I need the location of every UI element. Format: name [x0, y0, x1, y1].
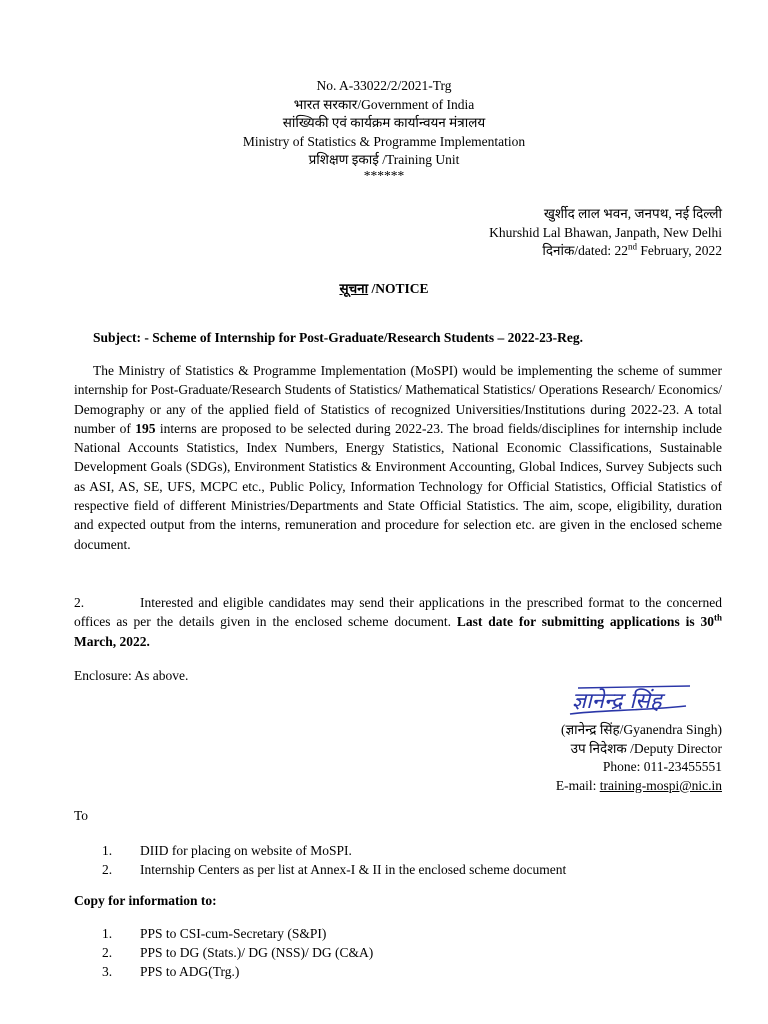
signatory-email-line: E-mail: training-mospi@nic.in [555, 777, 722, 793]
copy-label: Copy for information to: [74, 893, 217, 908]
address-block [489, 205, 722, 261]
subject-line: Subject: - Scheme of Internship for Post-Graduate/Research Students – 2022-23-Reg. [93, 330, 583, 345]
ministry-name-hindi: सांख्यिकी एवं कार्यक्रम कार्यान्वयन मंत्रालय [282, 115, 486, 130]
notice-title-english: /NOTICE [368, 281, 429, 296]
address-hindi: खुर्शीद लाल भवन, जनपथ, नई दिल्ली [543, 206, 722, 221]
letter-date: दिनांक/dated: 22nd February, 2022 [542, 241, 722, 258]
email-link[interactable]: training-mospi@nic.in [599, 777, 722, 793]
svg-text:ज्ञानेन्द्र सिंह: ज्ञानेन्द्र सिंह [572, 689, 662, 714]
list-item: 2. Internship Centers as per list at Annex-I & II in the enclosed scheme document [102, 862, 567, 877]
paragraph-1: The Ministry of Statistics & Programme Implementation (MoSPI) would be implementing the scheme of summer internship for Post-Graduate/Research Students of Statistics/ Mathematical Statistics/ Operations Research/ Economics/ Demography or any of the applied field of Statistics of recognized Universities/Institutions during 2022-23. A total number of 195 interns are proposed to be selected during 2022-23. The broad fields/disciplines for internship include National Accounts Statistics, Index Numbers, Energy Statistics, National Economic Classifications, Sustainable Development Goals (SDGs), Environment Statistics & Environment Accounting, Global Indices, Survey Subjects such as ASI, AS, SE, UFS, MCPC etc., Public Policy, Information Technology for Official Statistics, Official Statistics of respective field of different Ministries/Departments and State Official Statistics. The aim, scope, eligibility, duration and expected output from the interns, remuneration and procedure for selection etc. are given in the enclosed scheme document. [74, 363, 722, 552]
signatory-phone: Phone: 011-23455551 [602, 759, 722, 774]
government-name: भारत सरकार/Government of India [293, 96, 475, 112]
notice-title [0, 279, 768, 297]
enclosure-line: Enclosure: As above. [74, 668, 189, 683]
list-item: 1. PPS to CSI-cum-Secretary (S&PI) [102, 926, 327, 941]
list-item: 1. DIID for placing on website of MoSPI. [102, 843, 352, 858]
list-item: 3. PPS to ADG(Trg.) [102, 964, 240, 979]
signatory-designation: उप निदेशक /Deputy Director [570, 740, 722, 756]
letter-header [0, 77, 768, 182]
ministry-name-english: Ministry of Statistics & Programme Implementation [242, 133, 526, 149]
training-unit: प्रशिक्षण इकाई /Training Unit [308, 152, 460, 167]
address-english: Khurshid Lal Bhawan, Janpath, New Delhi [489, 224, 722, 240]
to-list [74, 841, 566, 879]
signatory-name: (ज्ञानेन्द्र सिंह/Gyanendra Singh) [561, 722, 722, 737]
signatory-block [556, 721, 722, 795]
reference-number: No. A-33022/2/2021-Trg [316, 78, 452, 93]
header-stars: ****** [363, 167, 405, 183]
paragraph-2: 2. Interested and eligible candidates may send their applications in the prescribed format to the concerned offices as per the details given in the enclosed scheme document. Last date for submitting applications is 30th March, 2022. [74, 595, 723, 649]
notice-title-hindi: सूचना [339, 281, 369, 296]
to-label: To [74, 808, 89, 823]
paragraph-2-number: 2. [74, 595, 85, 610]
signature-image [568, 680, 698, 722]
copy-list [74, 924, 373, 981]
list-item: 2. PPS to DG (Stats.)/ DG (NSS)/ DG (C&A) [102, 945, 374, 960]
